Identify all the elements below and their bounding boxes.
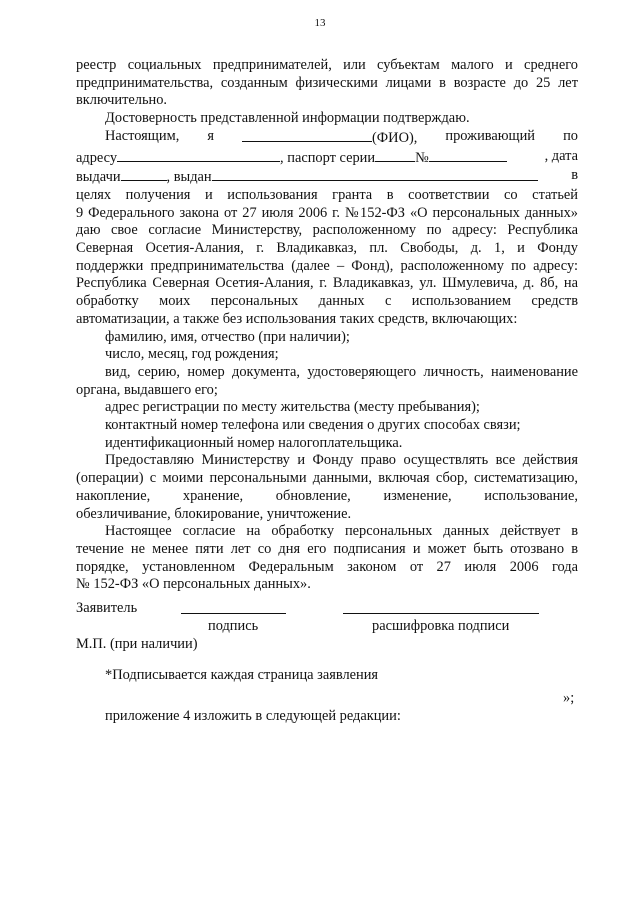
text-fragment: выдачи: [76, 169, 121, 186]
text-line: обработку моих персональных данных с использованием средств: [76, 293, 578, 310]
list-item: контактный номер телефона или сведения о других способах связи;: [105, 417, 521, 434]
text-fragment: Настоящим,: [105, 127, 180, 144]
text-line: накопление, хранение, обновление, изменение, использование,: [76, 487, 578, 504]
fio-field[interactable]: [242, 128, 417, 148]
list-item: число, месяц, год рождения;: [105, 346, 279, 363]
text-line: целях получения и использования гранта в соответствии со статьей: [76, 186, 578, 203]
text-line: обезличивание, блокирование, уничтожение.: [76, 505, 352, 522]
text-fragment: №: [415, 149, 429, 166]
list-item: фамилию, имя, отчество (при наличии);: [105, 328, 350, 345]
consent-line-3: [76, 167, 578, 187]
list-item: вид, серию, номер документа, удостоверяющего личность, наименование: [105, 363, 578, 380]
signature-line[interactable]: [181, 613, 286, 614]
text-fragment: , дата: [544, 147, 578, 164]
decode-caption: расшифровка подписи: [372, 618, 510, 634]
consent-line-2: [76, 148, 578, 168]
signature-decode-line[interactable]: [343, 613, 539, 614]
text-line: порядке, установленном Федеральным законом от 27 июля 2006 года: [76, 558, 578, 575]
text-fragment: проживающий: [445, 127, 536, 144]
text-line: Предоставляю Министерству и Фонду право осуществлять все действия: [105, 452, 578, 469]
issue-date-field[interactable]: [121, 167, 167, 181]
text-fragment: я: [207, 127, 214, 144]
text-line: 9 Федерального закона от 27 июля 2006 г. №152-ФЗ «О персональных данных»: [76, 204, 578, 221]
text-fragment: , паспорт серии: [280, 149, 376, 166]
text-line: даю свое согласие Министерству, расположенному по адресу: Республика: [76, 222, 578, 239]
text-line: реестр социальных предпринимателей, или субъектам малого и среднего: [76, 57, 578, 73]
text-line: Северная Осетия-Алания, г. Владикавказ, пл. Свободы, д. 1, и Фонду: [76, 240, 578, 257]
applicant-label: Заявитель: [76, 600, 138, 616]
page-number: 13: [314, 17, 326, 29]
text-line: предпринимательства, созданным физическими лицами в возрасте до 25 лет: [76, 74, 578, 91]
text-line: Республика Северная Осетия-Алания, г. Владикавказ, ул. Шмулевича, д. 8б, на: [76, 275, 578, 292]
text-line: течение не менее пяти лет со дня его подписания и может быть отозвано в: [76, 540, 578, 557]
passport-number-field[interactable]: [429, 148, 507, 162]
text-fragment: в: [571, 167, 578, 184]
appendix-note: приложение 4 изложить в следующей редакции:: [105, 708, 401, 724]
stamp-label: М.П. (при наличии): [76, 636, 198, 652]
list-item: адрес регистрации по месту жительства (месту пребывания);: [105, 399, 480, 416]
text-fragment: , выдан: [166, 169, 212, 186]
passport-series-field[interactable]: [375, 148, 415, 162]
address-field[interactable]: [117, 148, 280, 162]
document-body: [76, 57, 578, 594]
text-line: № 152-ФЗ «О персональных данных».: [76, 576, 311, 593]
text-line: автоматизации, а также без использования таких средств, включающих:: [76, 310, 518, 327]
list-item: идентификационный номер налогоплательщика.: [105, 434, 403, 451]
footnote: *Подписывается каждая страница заявления: [105, 667, 379, 683]
text-line: (операции) с моими персональными данными, включая сбор, систематизацию,: [76, 470, 578, 487]
text-fragment: по: [563, 127, 578, 144]
sign-caption: подпись: [208, 618, 259, 634]
consent-line-1: [76, 128, 578, 148]
text-fragment: (ФИО),: [372, 129, 418, 146]
closing-quote: »;: [563, 690, 575, 706]
text-fragment: адресу: [76, 149, 118, 166]
list-item-continuation: органа, выдавшего его;: [76, 381, 218, 398]
text-line: включительно.: [76, 92, 168, 109]
text-line: поддержки предпринимательства (далее – Фонд), расположенному по адресу:: [76, 257, 578, 274]
issued-by-field[interactable]: [212, 167, 538, 181]
paragraph-confirmation: Достоверность представленной информации подтверждаю.: [105, 110, 470, 127]
text-line: Настоящее согласие на обработку персональных данных действует в: [105, 523, 578, 540]
